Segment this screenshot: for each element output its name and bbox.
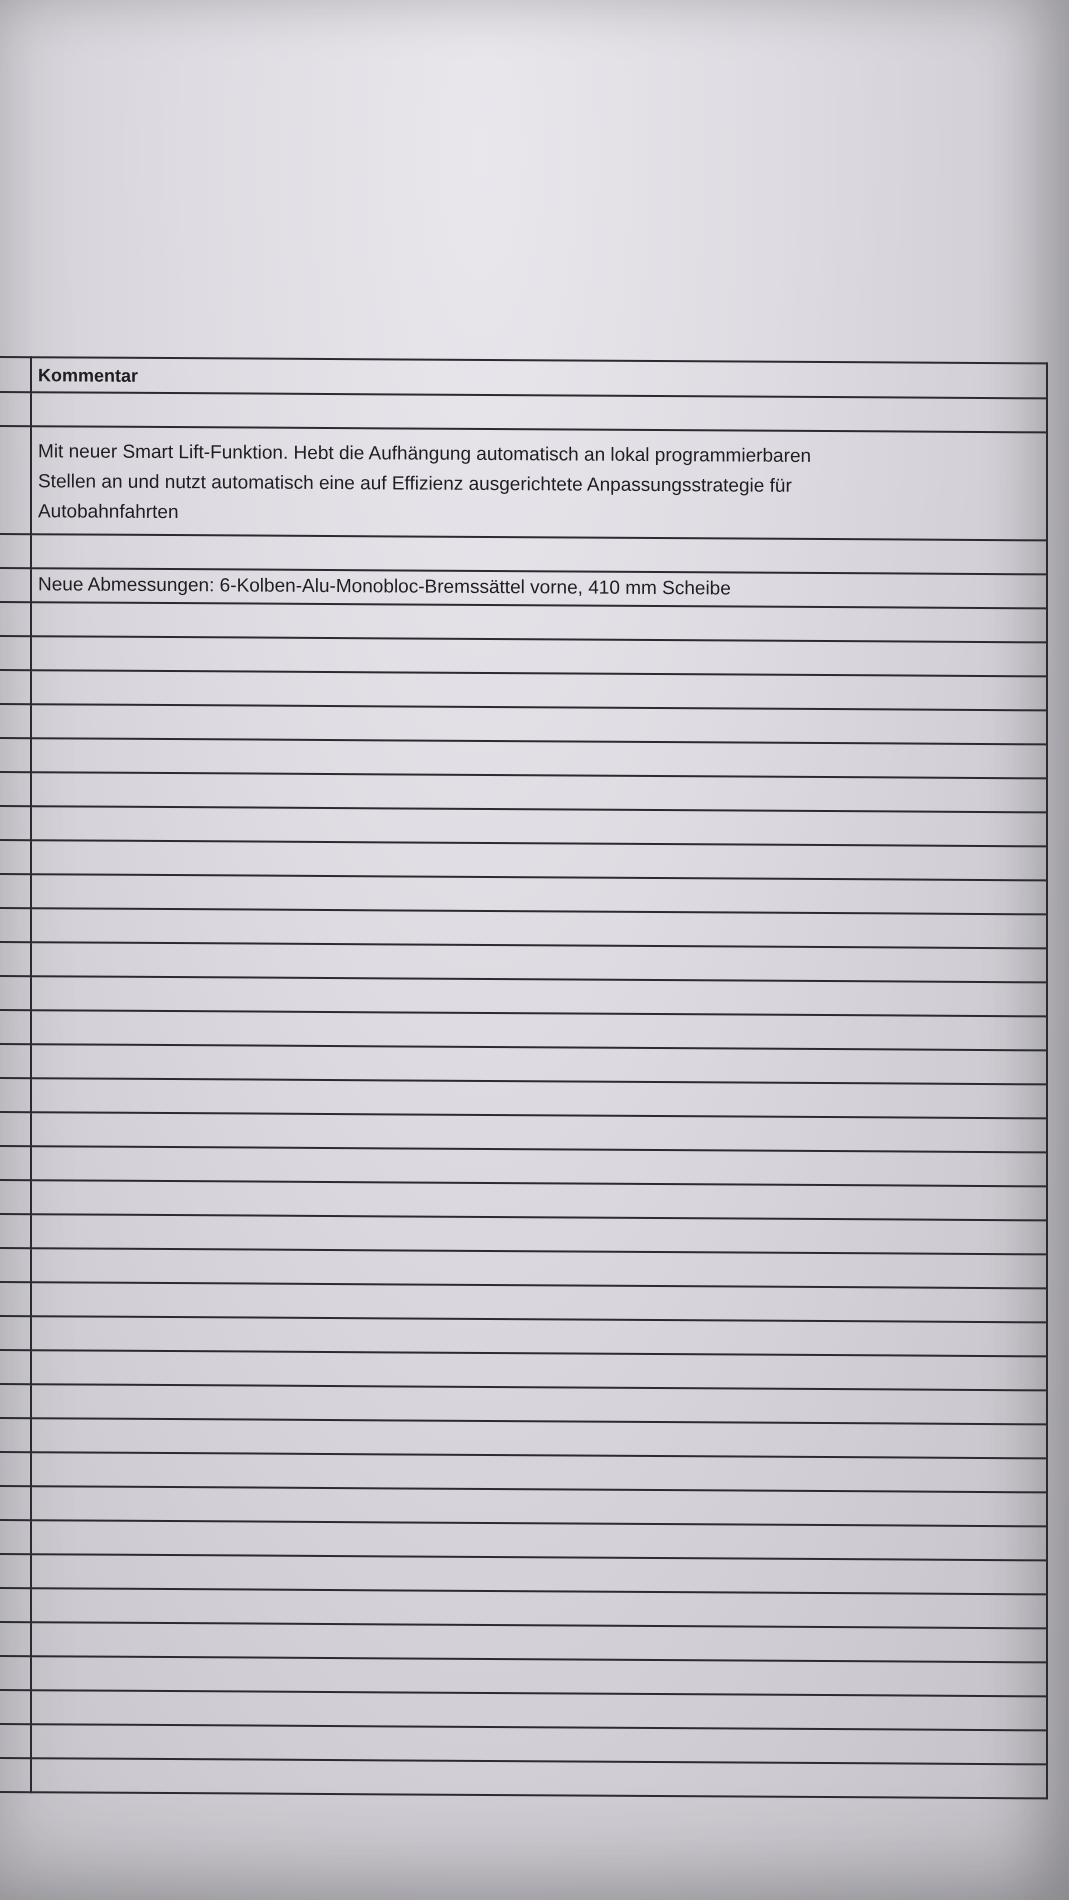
comment-table-wrapper: [0, 356, 1048, 1852]
side-column-cell: [0, 602, 31, 636]
side-column-cell: [0, 1554, 31, 1588]
side-column-cell: [0, 772, 31, 806]
comment-cell-smart-lift: [31, 426, 1047, 540]
side-column-cell: [0, 392, 31, 426]
side-column-cell: [0, 1078, 31, 1112]
side-column-cell: [0, 1044, 31, 1078]
side-column-cell: [0, 1282, 31, 1316]
table-row: [0, 426, 1047, 540]
comment-line: Mit neuer Smart Lift-Funktion. Hebt die Aufhängung automatisch an lokal programmierbaren: [38, 441, 812, 467]
side-column-cell: [0, 1112, 31, 1146]
side-column-cell: [0, 1248, 31, 1282]
comment-line: Autobahnfahrten: [38, 501, 179, 524]
side-column-cell: [0, 1214, 31, 1248]
side-column-cell: [0, 426, 31, 534]
comment-table: [0, 356, 1048, 1799]
side-column-cell: [0, 874, 31, 908]
side-column-cell: [0, 636, 31, 670]
side-column-cell: [0, 1758, 31, 1792]
side-column-cell: [0, 568, 31, 602]
comment-line: Stellen an und nutzt automatisch eine auf Effizienz ausgerichtete Anpassungsstrategie für: [38, 471, 792, 497]
side-column-cell: [0, 670, 31, 704]
side-column-cell: [0, 1452, 31, 1486]
side-column-cell: [0, 942, 31, 976]
side-column-cell: [0, 908, 31, 942]
side-column-cell: [0, 1724, 31, 1758]
comment-cell-brakes: Neue Abmessungen: 6-Kolben-Alu-Monobloc-Bremssättel vorne, 410 mm Scheibe: [31, 568, 1047, 608]
side-column-cell: [0, 806, 31, 840]
side-column-cell: [0, 1656, 31, 1690]
empty-row: [0, 1758, 1047, 1798]
side-column-cell: [0, 1622, 31, 1656]
side-column-cell: [0, 1316, 31, 1350]
side-column-cell: [0, 1486, 31, 1520]
side-column-cell: [0, 1010, 31, 1044]
side-column-cell: [0, 1690, 31, 1724]
side-column-cell: [0, 1384, 31, 1418]
column-header-kommentar: Kommentar: [31, 357, 1047, 398]
side-column-cell: [0, 840, 31, 874]
side-column-cell: [0, 357, 31, 392]
side-column-cell: [0, 738, 31, 772]
side-column-cell: [0, 534, 31, 568]
side-column-cell: [0, 976, 31, 1010]
side-column-cell: [0, 1350, 31, 1384]
comment-cell-empty: [31, 1758, 1047, 1798]
side-column-cell: [0, 1520, 31, 1554]
side-column-cell: [0, 704, 31, 738]
side-column-cell: [0, 1418, 31, 1452]
side-column-cell: [0, 1588, 31, 1622]
side-column-cell: [0, 1180, 31, 1214]
side-column-cell: [0, 1146, 31, 1180]
